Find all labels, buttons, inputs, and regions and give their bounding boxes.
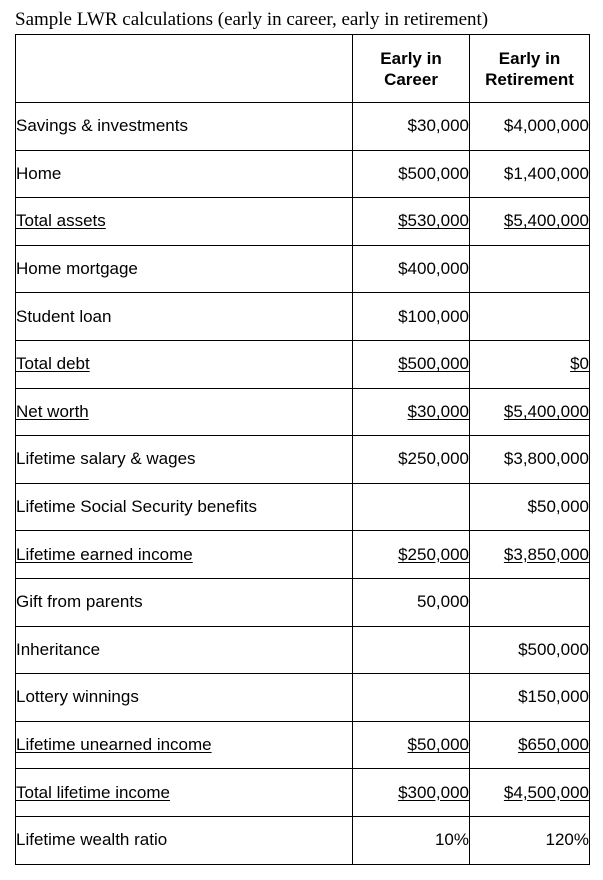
row-total-lifetime-income: [16, 769, 590, 817]
cell-career: $50,000: [353, 721, 470, 769]
row-label: Home: [16, 150, 353, 198]
lwr-table: [15, 34, 590, 865]
row-label: Inheritance: [16, 626, 353, 674]
row-home-mortgage: [16, 245, 590, 293]
row-label: Lifetime Social Security benefits: [16, 483, 353, 531]
cell-retirement: 120%: [470, 816, 590, 864]
cell-career: $300,000: [353, 769, 470, 817]
row-label: Lifetime unearned income: [16, 721, 353, 769]
row-label: Total lifetime income: [16, 769, 353, 817]
row-lifetime-salary-wages: [16, 436, 590, 484]
cell-retirement: $4,500,000: [470, 769, 590, 817]
cell-retirement: $500,000: [470, 626, 590, 674]
row-lifetime-wealth-ratio: [16, 816, 590, 864]
row-total-debt: [16, 340, 590, 388]
cell-career: [353, 626, 470, 674]
cell-retirement: [470, 245, 590, 293]
cell-retirement: $4,000,000: [470, 103, 590, 151]
row-student-loan: [16, 293, 590, 341]
header-retirement-line-2: Retirement: [485, 69, 574, 89]
row-label: Savings & investments: [16, 103, 353, 151]
row-label: Gift from parents: [16, 578, 353, 626]
header-retirement-line-1: Early in: [498, 48, 561, 68]
row-label: Total assets: [16, 198, 353, 246]
cell-career: 10%: [353, 816, 470, 864]
header-career-line-1: Early in: [380, 48, 442, 68]
row-label: Lottery winnings: [16, 674, 353, 722]
header-early-in-retirement: [470, 35, 590, 103]
row-label: Lifetime wealth ratio: [16, 816, 353, 864]
cell-retirement: $650,000: [470, 721, 590, 769]
cell-career: $100,000: [353, 293, 470, 341]
cell-retirement: $50,000: [470, 483, 590, 531]
cell-career: $530,000: [353, 198, 470, 246]
row-inheritance: [16, 626, 590, 674]
row-savings-investments: [16, 103, 590, 151]
row-total-assets: [16, 198, 590, 246]
cell-career: [353, 674, 470, 722]
cell-career: $500,000: [353, 150, 470, 198]
row-label: Net worth: [16, 388, 353, 436]
cell-retirement: $1,400,000: [470, 150, 590, 198]
table-caption: Sample LWR calculations (early in career, early in retirement): [15, 9, 489, 30]
row-label: Student loan: [16, 293, 353, 341]
cell-retirement: $150,000: [470, 674, 590, 722]
cell-career: $30,000: [353, 103, 470, 151]
cell-career: $250,000: [353, 436, 470, 484]
cell-retirement: [470, 578, 590, 626]
cell-retirement: $5,400,000: [470, 198, 590, 246]
row-lifetime-earned-income: [16, 531, 590, 579]
row-label: Lifetime earned income: [16, 531, 353, 579]
cell-retirement: $5,400,000: [470, 388, 590, 436]
cell-career: $400,000: [353, 245, 470, 293]
row-gift-from-parents: [16, 578, 590, 626]
row-lottery-winnings: [16, 674, 590, 722]
cell-career: $30,000: [353, 388, 470, 436]
header-row: [16, 35, 590, 103]
row-net-worth: [16, 388, 590, 436]
row-home: [16, 150, 590, 198]
row-label: Total debt: [16, 340, 353, 388]
cell-retirement: $3,800,000: [470, 436, 590, 484]
row-lifetime-social-security: [16, 483, 590, 531]
row-label: Lifetime salary & wages: [16, 436, 353, 484]
cell-retirement: $3,850,000: [470, 531, 590, 579]
cell-career: 50,000: [353, 578, 470, 626]
header-label-cell: [16, 35, 353, 103]
cell-retirement: [470, 293, 590, 341]
header-career-line-2: Career: [384, 69, 438, 89]
cell-career: $250,000: [353, 531, 470, 579]
row-label: Home mortgage: [16, 245, 353, 293]
row-lifetime-unearned-income: [16, 721, 590, 769]
cell-career: $500,000: [353, 340, 470, 388]
cell-retirement: $0: [470, 340, 590, 388]
cell-career: [353, 483, 470, 531]
header-early-in-career: [353, 35, 470, 103]
